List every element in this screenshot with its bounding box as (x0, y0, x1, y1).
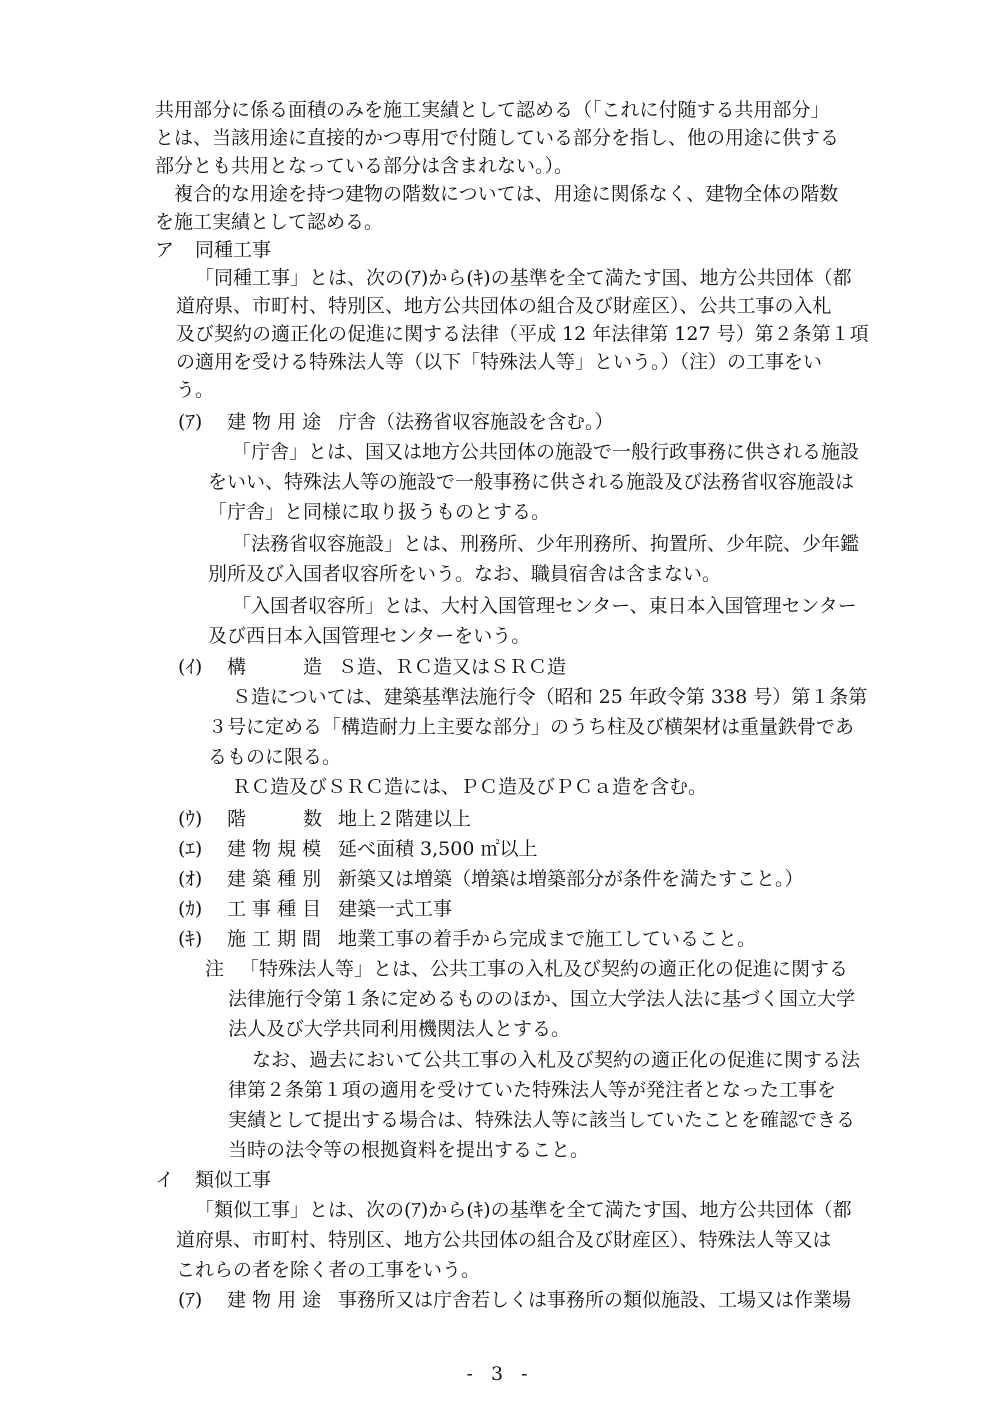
text-line: う。 (176, 379, 215, 401)
text-line: ＲＣ造及びＳＲＣ造には、ＰＣ造及びＰＣａ造を含む。 (232, 776, 708, 798)
item-value: 地業工事の着手から完成まで施工していること。 (338, 928, 757, 950)
item-marker: (ｲ) (178, 656, 203, 678)
text-line: 及び契約の適正化の促進に関する法律（平成 12 年法律第 127 号）第２条第１項 (176, 323, 869, 345)
text-line: 道府県、市町村、特別区、地方公共団体の組合及び財産区）、公共工事の入札 (176, 295, 832, 317)
text-line: これらの者を除く者の工事をいう。 (176, 1259, 481, 1281)
text-line: 「庁舎」とは、国又は地方公共団体の施設で一般行政事務に供される施設 (232, 441, 860, 463)
text-line: 及び西日本入国管理センターをいう。 (208, 625, 531, 647)
note-marker: 注 (205, 958, 225, 980)
item-label: 構 造 (227, 656, 323, 678)
text-line: 複合的な用途を持つ建物の階数については、用途に関係なく、建物全体の階数 (174, 183, 839, 205)
item-label: 建 築 種 別 (227, 868, 322, 890)
section-marker: ア (155, 239, 175, 261)
item-value: 庁舎（法務省収容施設を含む。） (338, 411, 614, 433)
item-marker: (ｳ) (178, 808, 203, 830)
text-line: Ｓ造については、建築基準法施行令（昭和 25 年政令第 338 号）第１条第 (232, 686, 868, 708)
text-line: 法律施行令第１条に定めるもののほか、国立大学法人法に基づく国立大学 (228, 988, 856, 1010)
item-marker: (ｱ) (178, 411, 203, 433)
text-line: なお、過去において公共工事の入札及び契約の適正化の促進に関する法 (252, 1049, 861, 1071)
text-line: 当時の法令等の根拠資料を提出すること。 (228, 1139, 590, 1161)
text-line: 「法務省収容施設」とは、刑務所、少年刑務所、拘置所、少年院、少年鑑 (232, 533, 860, 555)
item-marker: (ｷ) (178, 928, 203, 950)
text-line: 法人及び大学共同利用機関法人とする。 (228, 1018, 571, 1040)
section-title: 同種工事 (195, 239, 272, 261)
text-line: 「特殊法人等」とは、公共工事の入札及び契約の適正化の促進に関する (240, 958, 849, 980)
text-line: の適用を受ける特殊法人等（以下「特殊法人等」という。）（注）の工事をい (176, 351, 823, 373)
text-line: とは、当該用途に直接的かつ専用で付随している部分を指し、他の用途に供する (155, 127, 840, 149)
item-value: Ｓ造、ＲＣ造又はＳＲＣ造 (338, 656, 567, 678)
item-value: 延べ面積 3,500 ㎡以上 (338, 838, 538, 860)
item-marker: (ｴ) (178, 838, 203, 860)
text-line: をいい、特殊法人等の施設で一般事務に供される施設及び法務省収容施設は (208, 471, 855, 493)
item-marker: (ｶ) (178, 898, 203, 920)
item-label: 建 物 用 途 (227, 411, 322, 433)
item-label: 工 事 種 目 (227, 898, 322, 920)
item-value: 建築一式工事 (338, 898, 453, 920)
page-number: - 3 - (466, 1363, 534, 1385)
section-title: 類似工事 (195, 1169, 272, 1191)
item-label: 階 数 (227, 808, 323, 830)
text-line: 「同種工事」とは、次の(ｱ)から(ｷ)の基準を全て満たす国、地方公共団体（都 (195, 267, 852, 289)
item-label: 建 物 規 模 (227, 838, 322, 860)
section-marker: イ (155, 1169, 175, 1191)
text-line: るものに限る。 (208, 746, 342, 768)
text-line: 別所及び入国者収容所をいう。なお、職員宿舎は含まない。 (208, 563, 722, 585)
item-value: 事務所又は庁舎若しくは事務所の類似施設、工場又は作業場 (338, 1289, 852, 1311)
text-line: を施工実績として認める。 (155, 211, 384, 233)
text-line: ３号に定める「構造耐力上主要な部分」のうち柱及び横架材は重量鉄骨であ (208, 716, 855, 738)
item-marker: (ｱ) (178, 1289, 203, 1311)
text-line: 「類似工事」とは、次の(ｱ)から(ｷ)の基準を全て満たす国、地方公共団体（都 (195, 1199, 852, 1221)
text-line: 部分とも共用となっている部分は含まれない。）。 (155, 155, 574, 177)
text-line: 「入国者収容所」とは、大村入国管理センター、東日本入国管理センター (232, 595, 857, 617)
text-line: 道府県、市町村、特別区、地方公共団体の組合及び財産区）、特殊法人等又は (176, 1229, 832, 1251)
item-value: 新築又は増築（増築は増築部分が条件を満たすこと。） (338, 868, 804, 890)
item-label: 施 工 期 間 (227, 928, 322, 950)
text-line: 律第２条第１項の適用を受けていた特殊法人等が発注者となった工事を (228, 1079, 837, 1101)
item-label: 建 物 用 途 (227, 1289, 322, 1311)
item-value: 地上２階建以上 (338, 808, 472, 830)
text-line: 「庁舎」と同様に取り扱うものとする。 (208, 501, 551, 523)
text-line: 共用部分に係る面積のみを施工実績として認める（「これに付随する共用部分」 (155, 99, 830, 121)
text-line: 実績として提出する場合は、特殊法人等に該当していたことを確認できる (228, 1109, 856, 1131)
item-marker: (ｵ) (178, 868, 203, 890)
